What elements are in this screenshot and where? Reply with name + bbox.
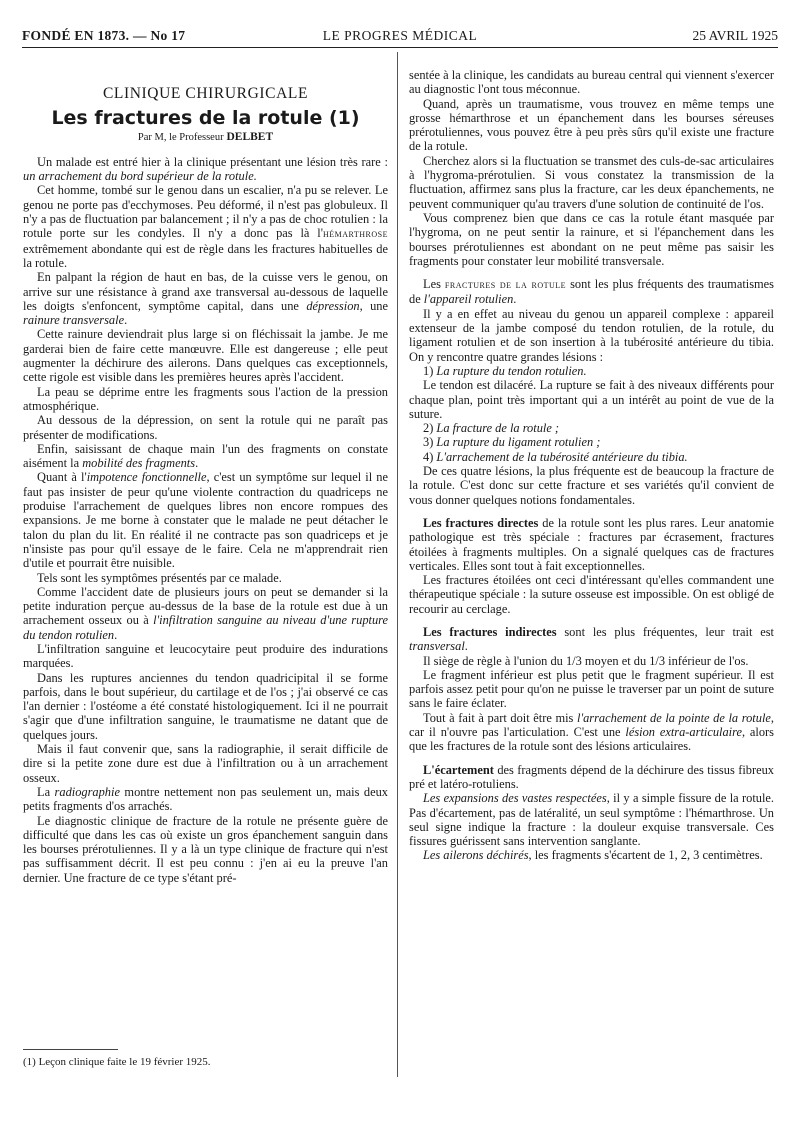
text: Les (423, 277, 445, 292)
paragraph: L'infiltration sanguine et leucocytaire peut produire des indurations marquées. (23, 641, 388, 671)
paragraph (23, 442, 388, 471)
emphasis: dépression (306, 298, 360, 313)
paragraph: Vous comprenez bien que dans ce cas la rotule étant masquée par l'hygroma, on ne peut sentir la rainure, et si l'épanchement dans les bourses prérotuliennes est abondant on ne peut même pas saisir les fragments pour constater leur mobilité transversale. (409, 210, 774, 268)
emphasis: l'appareil rotulien (423, 292, 514, 307)
emphasis: radiographie (54, 784, 120, 799)
left-column (23, 60, 388, 885)
footnote-rule (23, 1049, 118, 1050)
text: Quant à l' (37, 470, 87, 485)
text: Tout à fait à part doit être mis (423, 710, 577, 725)
emphasis: La rupture du ligament rotulien ; (436, 435, 601, 450)
right-column (409, 68, 774, 863)
emphasis: transversal (409, 639, 465, 654)
text: , il y a simple fissure de la rotule. Pas d'écartement, pas de latéralité, un seul symptôme : l'hémarthrose. Un seul signe indique la fracture : la douleur exquise transversale. Ces fissures guérissent sans intervention sanglante. (409, 791, 775, 849)
list-item (409, 421, 774, 435)
emphasis: impotence fonctionnelle (86, 470, 207, 485)
paragraph (409, 848, 774, 862)
bold-text: Les fractures directes (423, 515, 539, 530)
emphasis: mobilité des fragments (82, 456, 196, 471)
small-caps-text: hémarthrose (322, 228, 388, 241)
paragraph (23, 470, 388, 570)
list-item (409, 435, 774, 449)
paragraph (409, 277, 774, 307)
paragraph: Il siège de règle à l'union du 1/3 moyen et du 1/3 inférieur de l'os. (423, 653, 749, 668)
text: . (195, 456, 199, 471)
text: montre nettement non pas seulement un, mais deux petits fragments d'os arrachés. (23, 784, 388, 814)
text: . (464, 639, 468, 654)
text: La (37, 784, 55, 799)
emphasis: La fracture de la rotule ; (436, 421, 560, 436)
paragraph (23, 270, 388, 327)
column-divider (397, 52, 398, 1077)
byline-prefix: Par M, le Professeur (137, 131, 224, 143)
paragraph (409, 516, 774, 573)
text: , une (359, 298, 389, 313)
text: Cet homme, tombé sur le genou dans un escalier, n'a pu se relever. Le genou ne porte pas d'ecchymoses. Peu déformé, il n'est pas globuleux. Il n'y a pas de fluctuation par balancement ; il n'y a pas de choc rotulien : la rotule porte sur les condyles. Il n'y a donc pas là l' (23, 183, 388, 241)
paragraph: Mais il faut convenir que, sans la radiographie, il serait difficile de dire si la petite zone dure est due à l'infiltration ou à un arrachement osseux. (23, 742, 388, 785)
emphasis: lésion extra-articulaire (625, 725, 742, 740)
text: , c'est un symptôme sur lequel il ne faut pas insister de peur qu'une violente contraction du quadriceps ne produise l'arrachement de quelques libres non encore rompues des expansions. Je me borne à constater que le malade ne peut détacher le talon du plan du lit. En réalité il ne contracte pas son quadriceps et je n'insiste pas pour qu'il essaye de le faire. Cela ne m'apprendrait rien d'utile et pourrait être nuisible. (23, 470, 388, 571)
paragraph: sentée à la clinique, les candidats au bureau central qui viennent s'exercer au diagnostic l'ont tous méconnue. (409, 68, 774, 97)
bold-text: L'écartement (423, 762, 494, 777)
text: , car il n'ouvre pas l'articulation. C'est une (409, 710, 774, 740)
paragraph (23, 183, 388, 270)
paragraph: Le tendon est dilacéré. La rupture se fait à des niveaux différents pour chaque plan, point très important qui a un intérêt au point de vue de la suture. (409, 378, 774, 421)
paragraph: Le diagnostic clinique de fracture de la rotule ne présente guère de difficulté que dans les cas où existe un gros épanchement sanguin dans les bourses prérotuliennes. Il y a là un type clinique de fracture qui n'est pas suffisamment décrit. Il est peu connu : j'en ai eu la preuve l'an dernier. Une fracture de ce type s'étant pré- (23, 813, 388, 885)
paragraph: La peau se déprime entre les fragments sous l'action de la pression atmosphérique. (23, 384, 388, 413)
paragraph: Quand, après un traumatisme, vous trouvez en même temps une grosse hémarthrose et un épanchement dans les bourses séreuses prérotuliennes, vous pouvez être à peu près sûrs qu'il existe une fracture de la rotule. (409, 96, 774, 154)
paragraph (23, 155, 388, 184)
paragraph (409, 625, 774, 654)
text: . (124, 313, 128, 328)
text: Un malade est entré hier à la clinique présentant une lésion très rare : (37, 154, 388, 169)
header-founded: FONDÉ EN 1873. — No 17 (22, 28, 186, 43)
paragraph (409, 711, 774, 754)
list-number: 1) (423, 363, 437, 378)
list-number: 2) (423, 421, 437, 436)
list-number: 3) (423, 435, 437, 450)
text: Comme l'accident date de plusieurs jours on peut se demander si la petite induration perçue au-dessus de la base de la rotule est due à un arrachement osseux ou à (23, 584, 388, 628)
text: En palpant la région de haut en bas, de la cuisse vers le genou, on arrive sur une résistance à grand axe transversal au-dessous de laquelle les doigts s'enfoncent, symptôme capital, dans une (23, 270, 388, 313)
emphasis: l'infiltration sanguine au niveau d'une rupture du tendon rotulien (23, 613, 389, 642)
paragraph: Il y a en effet au niveau du genou un appareil complexe : appareil extenseur de la jambe composé du tendon rotulien, de la rotule, du ligament rotulien et de son insertion à la tubérosité antérieure du tibia. On y rencontre quatre grandes lésions : (409, 306, 774, 364)
footnote: (1) Leçon clinique faite le 19 février 1925. (23, 1056, 211, 1068)
paragraph (23, 785, 388, 814)
emphasis: rainure transversale (23, 313, 125, 328)
text: de la rotule sont les plus rares. Leur anatomie pathologique est très spéciale : fractures par écrasement, fractures étoilées à fragments multiples. On a signalé quelques cas de fractures verticales. Elles sont tout à fait exceptionnelles. (409, 515, 774, 573)
emphasis: L'arrachement de la tubérosité antérieure du tibia. (436, 449, 688, 464)
header-journal-title: LE PROGRES MÉDICAL (322, 28, 478, 43)
paragraph: Cette rainure deviendrait plus large si on fléchissait la jambe. Je me garderai bien de faire cette manœuvre. Elle est dangereuse ; elle peut augmenter la déchirure des ailerons. Dans quelques cas exceptionnels, cette rigole est visible dans les premières heures après l'accident. (23, 327, 388, 385)
paragraph: Cherchez alors si la fluctuation se transmet des culs-de-sac articulaires à l'hygroma-prérotulien. Si vous constatez la transmission de la fluctuation, affirmez sans plus la fracture, car les deux épanchements, ne peuvent communiquer qu'au travers d'une solution de continuité de l'os. (409, 153, 774, 211)
small-caps-text: fractures de la rotule (444, 279, 567, 292)
byline (23, 130, 388, 145)
paragraph: Le fragment inférieur est plus petit que le fragment supérieur. Il est parfois assez petit pour qu'on ne puisse le traverser par un point de suture sans le faire éclater. (409, 667, 774, 711)
paragraph (409, 763, 774, 792)
paragraph (409, 791, 774, 848)
list-item (409, 450, 774, 464)
text: . (513, 292, 517, 307)
text: , alors que les fractures de la rotule sont des lésions articulaires. (409, 725, 774, 754)
emphasis: La rupture du tendon rotulien. (436, 363, 587, 378)
paragraph: De ces quatre lésions, la plus fréquente est de beaucoup la fracture de la rotule. C'est donc sur cette fracture et ses variétés qu'il convient de vous donner quelques notions fondamentales. (409, 464, 774, 507)
text: , les fragments s'écartent de 1, 2, 3 centimètres. (528, 848, 763, 863)
text: Enfin, saisissant de chaque main l'un des fragments on constate aisément la (23, 441, 388, 471)
header-date: 25 AVRIL 1925 (692, 28, 778, 43)
author-name: DELBET (226, 130, 274, 143)
text: extrêmement abondante qui est de règle dans les fractures habituelles de la rotule. (23, 241, 388, 270)
paragraph: Dans les ruptures anciennes du tendon quadricipital il se forme parfois, dans le bout supérieur, du cartilage et de l'os ; j'ai observé ce cas l'an dernier : l'ostéome a été constaté histologiquement. Ici il ne pourrait s'agir que d'une infiltration sanguine, le traumatisme ne datant que de quelques jours. (23, 670, 388, 742)
running-header (22, 28, 778, 46)
list-item (409, 364, 774, 378)
section-title: CLINIQUE CHIRURGICALE (102, 85, 309, 102)
bold-text: Les fractures indirectes (423, 624, 557, 639)
emphasis: un arrachement du bord supérieur de la rotule. (23, 169, 257, 184)
paragraph (23, 585, 388, 642)
emphasis: Les ailerons déchirés (423, 848, 529, 863)
list-number: 4) (423, 449, 437, 464)
paragraph: Tels sont les symptômes présentés par ce malade. (37, 570, 282, 585)
emphasis: Les expansions des vastes respectées (423, 791, 607, 806)
text: . (114, 627, 118, 642)
text: des fragments dépend de la déchirure des tissus fibreux pré et latéro-rotuliens. (409, 762, 774, 791)
paragraph: Au dessous de la dépression, on sent la rotule qui ne paraît pas présenter de modifications. (23, 413, 388, 442)
emphasis: l'arrachement de la pointe de la rotule (577, 710, 771, 725)
text: sont les plus fréquents des traumatismes de (409, 277, 774, 307)
paragraph: Les fractures étoilées ont ceci d'intéressant qu'elles commandent une thérapeutique spéciale : la suture osseuse est impossible. On est obligé de recourir au cerclage. (409, 573, 774, 616)
header-rule (22, 47, 778, 48)
text: sont les plus fréquentes, leur trait est (556, 624, 774, 639)
article-title: Les fractures de la rotule (1) (51, 107, 360, 130)
